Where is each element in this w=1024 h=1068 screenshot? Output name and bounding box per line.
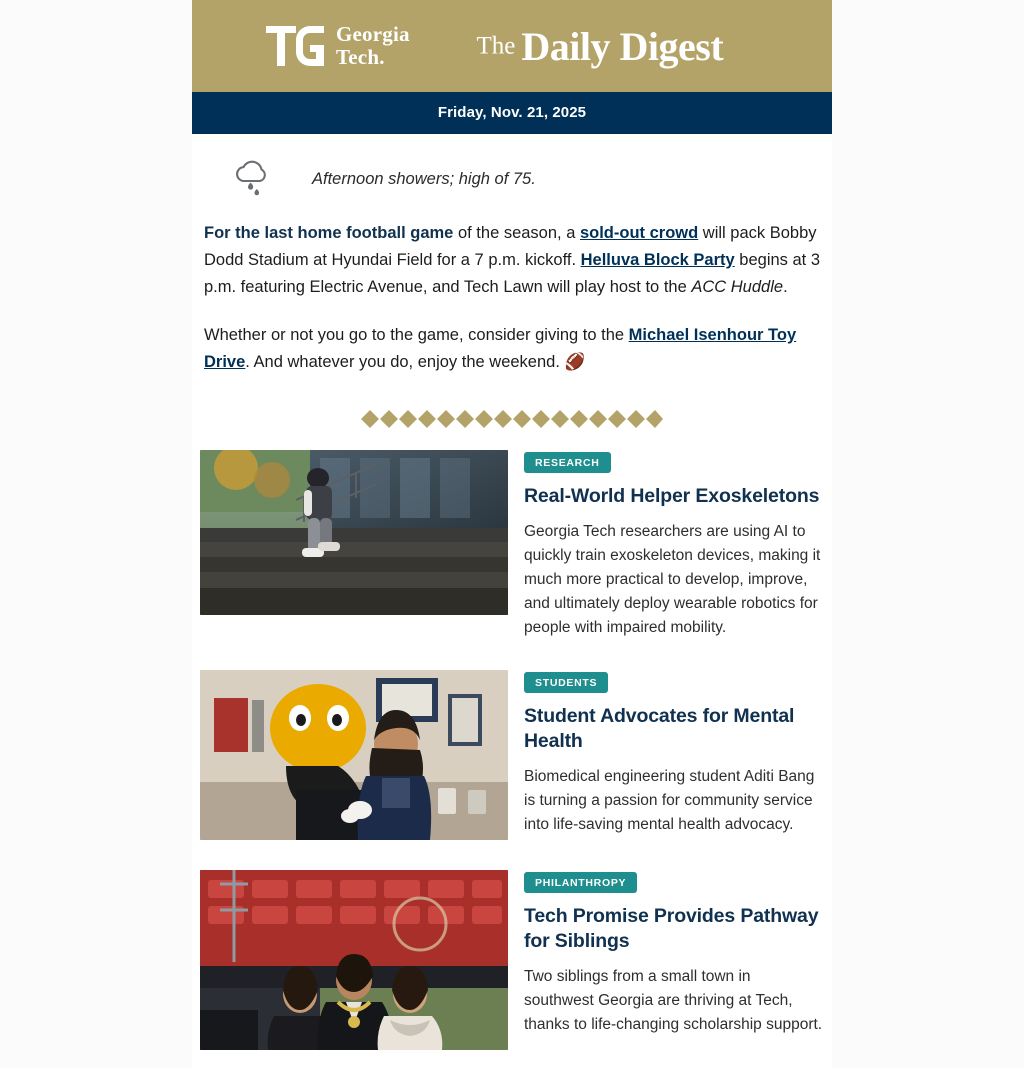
story-card[interactable] [200, 450, 824, 658]
intro-text-4: . [783, 278, 788, 296]
helluva-block-party-link[interactable]: Helluva Block Party [580, 251, 735, 269]
status-badge: RESEARCH [524, 452, 611, 473]
toy-drive-link[interactable]: Michael Isenhour Toy Drive [204, 326, 797, 371]
newsletter-title-the: The [476, 32, 516, 59]
intro-paragraph-1 [204, 220, 820, 301]
intro-copy [204, 214, 820, 376]
gt-wordmark-line2: Tech. [336, 45, 385, 69]
acc-huddle-italic: ACC Huddle [691, 278, 784, 296]
status-badge: PHILANTHROPY [524, 872, 637, 893]
newsletter-title-main: Daily Digest [521, 23, 724, 69]
story-text [524, 670, 824, 837]
status-badge: STUDENTS [524, 672, 608, 693]
georgia-tech-logo[interactable] [216, 23, 410, 68]
intro-text-5: Whether or not you go to the game, consider giving to the [204, 326, 629, 344]
story-thumbnail[interactable] [200, 870, 508, 1050]
story-description: Georgia Tech researchers are using AI to quickly train exoskeleton devices, making it much more practical to develop, improve, and ultimately deploy wearable robotics for people with impaired mobility. [524, 523, 821, 636]
story-thumbnail[interactable] [200, 670, 508, 840]
gt-wordmark [336, 23, 410, 68]
rain-cloud-icon [192, 160, 312, 198]
story-title[interactable]: Tech Promise Provides Pathway for Siblings [524, 905, 819, 952]
gt-wordmark-line1: Georgia [336, 22, 410, 47]
story-description: Biomedical engineering student Aditi Bang is turning a passion for community service into life-saving mental health advocacy. [524, 768, 815, 833]
sold-out-crowd-link[interactable]: sold-out crowd [579, 224, 699, 242]
email-container [192, 0, 832, 1068]
story-thumbnail[interactable] [200, 450, 508, 615]
story-text [524, 450, 824, 640]
story-title[interactable]: Real-World Helper Exoskeletons [524, 485, 820, 507]
gt-logo-icon [264, 24, 326, 68]
masthead [192, 0, 832, 92]
diamond-chain-divider [192, 402, 832, 450]
story-text [524, 870, 824, 1037]
story-card[interactable] [200, 670, 824, 858]
intro-text-6: . And whatever you do, enjoy the weekend. 🏈 [245, 353, 586, 371]
intro-lead: For the last home football game [204, 224, 454, 242]
newsletter-title [410, 23, 808, 70]
intro-text-2: will pack Bobby Dodd Stadium at Hyundai Field for a 7 p.m. kickoff. [204, 224, 817, 269]
story-card[interactable] [200, 870, 824, 1068]
story-description: Two siblings from a small town in southwest Georgia are thriving at Tech, thanks to life-changing scholarship support. [524, 968, 823, 1033]
intro-text-1: of the season, a [453, 224, 580, 242]
intro-text-3: begins at 3 p.m. featuring Electric Avenue, and Tech Lawn will play host to the [204, 251, 821, 296]
intro-paragraph-2 [204, 322, 820, 376]
story-title[interactable]: Student Advocates for Mental Health [524, 705, 795, 752]
date-bar [192, 92, 832, 134]
weather-text: Afternoon showers; high of 75. [312, 169, 536, 188]
weather-row [192, 134, 832, 214]
date-text: Friday, Nov. 21, 2025 [437, 104, 587, 121]
